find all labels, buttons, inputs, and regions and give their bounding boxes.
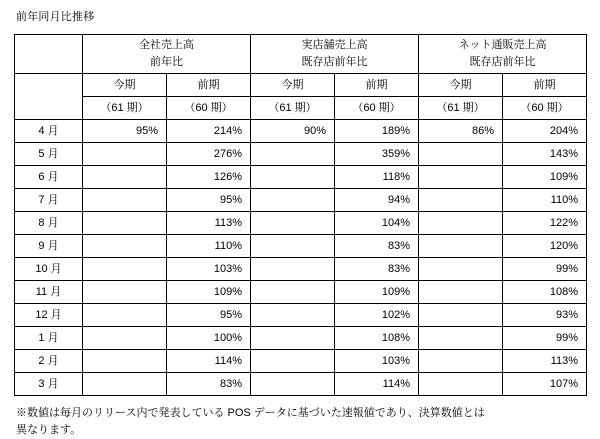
period-subheader-company-current: （61 期） bbox=[83, 97, 167, 120]
table-row bbox=[15, 373, 587, 396]
table-head bbox=[15, 35, 587, 120]
table-row bbox=[15, 212, 587, 235]
group-header-online-line2: 既存店前年比 bbox=[469, 56, 536, 68]
table-row bbox=[15, 350, 587, 373]
cell-stores-current bbox=[251, 143, 335, 166]
cell-online-prev: 109% bbox=[503, 166, 587, 189]
cell-company-current bbox=[83, 327, 167, 350]
cell-company-current bbox=[83, 235, 167, 258]
period-header-stores-prev: 前期 bbox=[335, 74, 419, 97]
period-header-online-prev: 前期 bbox=[503, 74, 587, 97]
table-row bbox=[15, 166, 587, 189]
period-header-stores-current: 今期 bbox=[251, 74, 335, 97]
cell-stores-current: 90% bbox=[251, 120, 335, 143]
month-column-header bbox=[15, 74, 83, 120]
period-subheader-company-prev: （60 期） bbox=[167, 97, 251, 120]
cell-online-current bbox=[419, 304, 503, 327]
row-month-label: 7 月 bbox=[15, 189, 83, 212]
cell-online-prev: 99% bbox=[503, 327, 587, 350]
year-on-year-table bbox=[14, 34, 587, 396]
cell-online-prev: 93% bbox=[503, 304, 587, 327]
cell-online-current bbox=[419, 189, 503, 212]
row-month-label: 5 月 bbox=[15, 143, 83, 166]
cell-company-current: 95% bbox=[83, 120, 167, 143]
cell-stores-current bbox=[251, 258, 335, 281]
cell-online-prev: 120% bbox=[503, 235, 587, 258]
cell-company-prev: 214% bbox=[167, 120, 251, 143]
cell-online-current bbox=[419, 258, 503, 281]
period-subheader-stores-current: （61 期） bbox=[251, 97, 335, 120]
cell-company-current bbox=[83, 189, 167, 212]
footnote bbox=[16, 405, 586, 439]
row-month-label: 4 月 bbox=[15, 120, 83, 143]
period-header-online-current: 今期 bbox=[419, 74, 503, 97]
group-header-online-line1: ネット通販売上高 bbox=[458, 39, 547, 51]
row-month-label: 1 月 bbox=[15, 327, 83, 350]
row-month-label: 11 月 bbox=[15, 281, 83, 304]
cell-stores-prev: 102% bbox=[335, 304, 419, 327]
row-month-label: 6 月 bbox=[15, 166, 83, 189]
page-title: 前年同月比推移 bbox=[16, 11, 95, 23]
cell-stores-current bbox=[251, 212, 335, 235]
cell-stores-prev: 114% bbox=[335, 373, 419, 396]
period-header-company-prev: 前期 bbox=[167, 74, 251, 97]
table-row bbox=[15, 120, 587, 143]
group-header-company-line2: 前年比 bbox=[150, 56, 183, 68]
cell-online-current bbox=[419, 235, 503, 258]
cell-stores-current bbox=[251, 281, 335, 304]
cell-online-current bbox=[419, 373, 503, 396]
cell-company-prev: 103% bbox=[167, 258, 251, 281]
group-header-stores-line1: 実店舗売上高 bbox=[301, 39, 368, 51]
row-month-label: 9 月 bbox=[15, 235, 83, 258]
cell-company-prev: 83% bbox=[167, 373, 251, 396]
table-row bbox=[15, 304, 587, 327]
cell-stores-current bbox=[251, 235, 335, 258]
cell-online-current bbox=[419, 350, 503, 373]
cell-online-current bbox=[419, 281, 503, 304]
row-month-label: 2 月 bbox=[15, 350, 83, 373]
cell-company-current bbox=[83, 304, 167, 327]
cell-company-current bbox=[83, 281, 167, 304]
cell-stores-current bbox=[251, 350, 335, 373]
cell-stores-current bbox=[251, 304, 335, 327]
group-header-stores bbox=[251, 35, 419, 74]
cell-online-prev: 107% bbox=[503, 373, 587, 396]
row-month-label: 8 月 bbox=[15, 212, 83, 235]
cell-stores-prev: 109% bbox=[335, 281, 419, 304]
table-row bbox=[15, 327, 587, 350]
table-period-header-row-1 bbox=[15, 74, 587, 97]
cell-company-prev: 109% bbox=[167, 281, 251, 304]
table-row bbox=[15, 258, 587, 281]
cell-company-prev: 95% bbox=[167, 189, 251, 212]
group-header-online bbox=[419, 35, 587, 74]
cell-company-prev: 113% bbox=[167, 212, 251, 235]
period-subheader-online-prev: （60 期） bbox=[503, 97, 587, 120]
cell-company-current bbox=[83, 258, 167, 281]
cell-online-current bbox=[419, 327, 503, 350]
cell-company-prev: 126% bbox=[167, 166, 251, 189]
group-header-stores-line2: 既存店前年比 bbox=[301, 56, 368, 68]
cell-company-prev: 110% bbox=[167, 235, 251, 258]
cell-stores-current bbox=[251, 189, 335, 212]
cell-online-current: 86% bbox=[419, 120, 503, 143]
cell-online-prev: 99% bbox=[503, 258, 587, 281]
cell-company-prev: 276% bbox=[167, 143, 251, 166]
group-header-company-line1: 全社売上高 bbox=[139, 39, 194, 51]
cell-online-prev: 204% bbox=[503, 120, 587, 143]
cell-company-prev: 95% bbox=[167, 304, 251, 327]
cell-company-prev: 100% bbox=[167, 327, 251, 350]
cell-stores-prev: 359% bbox=[335, 143, 419, 166]
cell-stores-prev: 103% bbox=[335, 350, 419, 373]
table-group-header-row bbox=[15, 35, 587, 74]
cell-online-prev: 143% bbox=[503, 143, 587, 166]
period-subheader-online-current: （61 期） bbox=[419, 97, 503, 120]
cell-online-current bbox=[419, 166, 503, 189]
table-row bbox=[15, 235, 587, 258]
cell-company-prev: 114% bbox=[167, 350, 251, 373]
cell-company-current bbox=[83, 166, 167, 189]
table-body bbox=[15, 120, 587, 396]
row-month-label: 3 月 bbox=[15, 373, 83, 396]
cell-stores-prev: 83% bbox=[335, 235, 419, 258]
period-subheader-stores-prev: （60 期） bbox=[335, 97, 419, 120]
cell-company-current bbox=[83, 212, 167, 235]
cell-company-current bbox=[83, 350, 167, 373]
cell-stores-prev: 189% bbox=[335, 120, 419, 143]
period-header-company-current: 今期 bbox=[83, 74, 167, 97]
cell-online-prev: 113% bbox=[503, 350, 587, 373]
table-period-header-row-2 bbox=[15, 97, 587, 120]
cell-online-current bbox=[419, 143, 503, 166]
group-header-company bbox=[83, 35, 251, 74]
footnote-line-1: ※数値は毎月のリリース内で発表している POS データに基づいた速報値であり、決算数値とは bbox=[16, 407, 485, 419]
table-row bbox=[15, 281, 587, 304]
cell-stores-current bbox=[251, 166, 335, 189]
cell-online-prev: 108% bbox=[503, 281, 587, 304]
cell-stores-prev: 108% bbox=[335, 327, 419, 350]
row-month-label: 10 月 bbox=[15, 258, 83, 281]
row-month-label: 12 月 bbox=[15, 304, 83, 327]
cell-stores-prev: 104% bbox=[335, 212, 419, 235]
cell-online-prev: 110% bbox=[503, 189, 587, 212]
cell-stores-prev: 94% bbox=[335, 189, 419, 212]
footnote-line-2: 異なります。 bbox=[16, 424, 82, 436]
cell-company-current bbox=[83, 373, 167, 396]
cell-stores-current bbox=[251, 373, 335, 396]
cell-stores-prev: 118% bbox=[335, 166, 419, 189]
cell-company-current bbox=[83, 143, 167, 166]
table-row bbox=[15, 189, 587, 212]
corner-cell bbox=[15, 35, 83, 74]
cell-online-prev: 122% bbox=[503, 212, 587, 235]
table-row bbox=[15, 143, 587, 166]
cell-stores-current bbox=[251, 327, 335, 350]
cell-online-current bbox=[419, 212, 503, 235]
cell-stores-prev: 83% bbox=[335, 258, 419, 281]
